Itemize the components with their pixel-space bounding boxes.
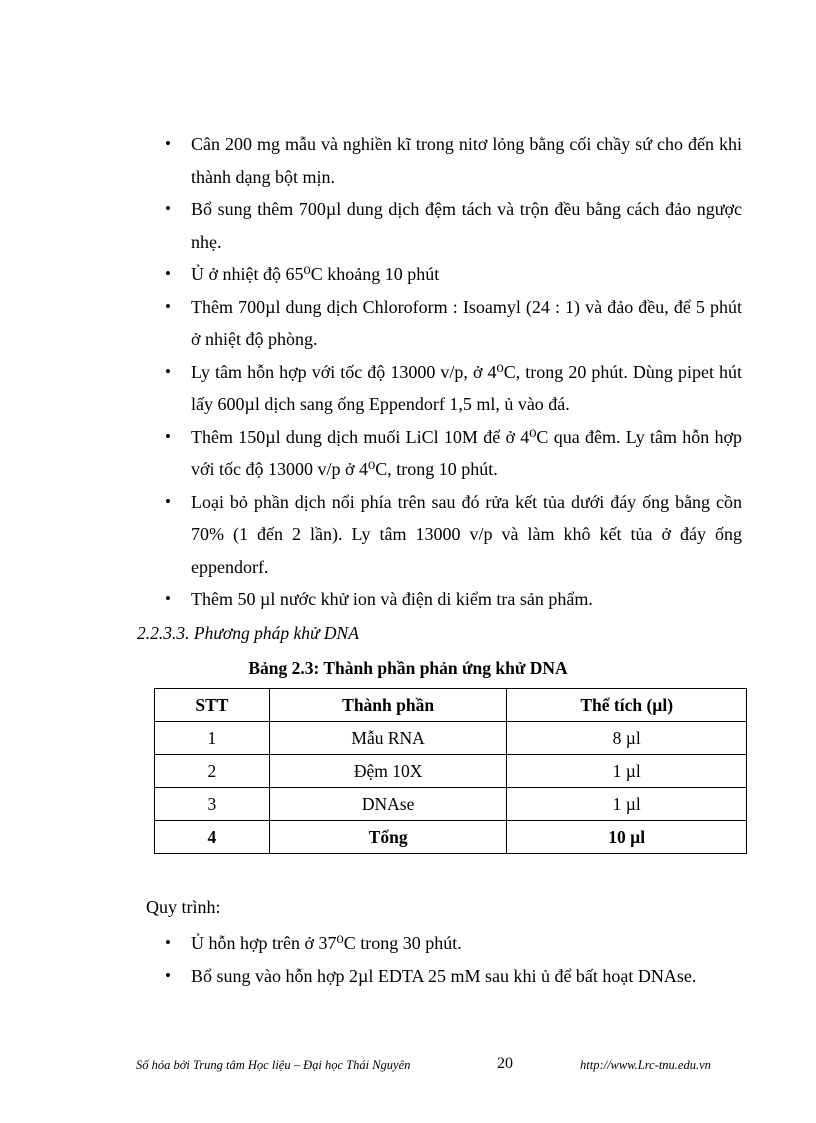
table-cell: 2: [155, 755, 270, 788]
footer-source: Số hóa bởi Trung tâm Học liệu – Đại học Thái Nguyên: [136, 1058, 411, 1072]
procedure-step: • Ly tâm hỗn hợp với tốc độ 13000 v/p, ở 4⁰C, trong 20 phút. Dùng pipet hút lấy 600µl dịch sang ống Eppendorf 1,5 ml, ủ vào đá.: [165, 356, 742, 421]
table-cell: 4: [155, 821, 270, 854]
section-heading: 2.2.3.3. Phương pháp khử DNA: [137, 623, 359, 643]
dna-removal-table: [154, 688, 747, 854]
process-step: • Ủ hỗn hợp trên ở 37⁰C trong 30 phút.: [165, 927, 742, 960]
table-row: [155, 722, 747, 755]
process-intro: Quy trình:: [146, 897, 221, 917]
process-step: • Bổ sung vào hỗn hợp 2µl EDTA 25 mM sau khi ủ để bất hoạt DNAse.: [165, 960, 742, 993]
table-header-row: [155, 689, 747, 722]
procedure-step: • Thêm 700µl dung dịch Chloroform : Isoamyl (24 : 1) và đảo đều, để 5 phút ở nhiệt độ phòng.: [165, 291, 742, 356]
procedure-step: • Bổ sung thêm 700µl dung dịch đệm tách và trộn đều bằng cách đảo ngược nhẹ.: [165, 193, 742, 258]
table-total-row: [155, 821, 747, 854]
procedure-step: • Thêm 50 µl nước khử ion và điện di kiểm tra sản phẩm.: [165, 583, 742, 616]
header-cell-volume: Thể tích (µl): [507, 689, 747, 722]
table-cell: 1 µl: [507, 755, 747, 788]
table-cell: 1: [155, 722, 270, 755]
table-cell: Mẫu RNA: [269, 722, 507, 755]
header-cell-component: Thành phần: [269, 689, 507, 722]
table-cell: 1 µl: [507, 788, 747, 821]
page-number: 20: [497, 1055, 513, 1072]
table-cell: DNAse: [269, 788, 507, 821]
table-cell: 3: [155, 788, 270, 821]
table-cell: Tổng: [269, 821, 507, 854]
table-cell: 10 µl: [507, 821, 747, 854]
procedure-step-list: [165, 128, 742, 616]
table-caption: Bảng 2.3: Thành phần phản ứng khử DNA: [248, 658, 568, 678]
process-step-list: [165, 927, 742, 992]
footer-url: http://www.Lrc-tnu.edu.vn: [580, 1058, 711, 1072]
table-row: [155, 788, 747, 821]
procedure-step: • Loại bỏ phần dịch nổi phía trên sau đó rửa kết tủa dưới đáy ống bằng cồn 70% (1 đến 2 lần). Ly tâm 13000 v/p và làm khô kết tủa ở đáy ống eppendorf.: [165, 486, 742, 584]
header-cell-stt: STT: [155, 689, 270, 722]
table-cell: 8 µl: [507, 722, 747, 755]
table-row: [155, 755, 747, 788]
table-cell: Đệm 10X: [269, 755, 507, 788]
procedure-step: • Cân 200 mg mẫu và nghiền kĩ trong nitơ lỏng bằng cối chầy sứ cho đến khi thành dạng bột mịn.: [165, 128, 742, 193]
procedure-step: • Ủ ở nhiệt độ 65⁰C khoảng 10 phút: [165, 258, 742, 291]
procedure-step: • Thêm 150µl dung dịch muối LiCl 10M để ở 4⁰C qua đêm. Ly tâm hỗn hợp với tốc độ 13000 v/p ở 4⁰C, trong 10 phút.: [165, 421, 742, 486]
